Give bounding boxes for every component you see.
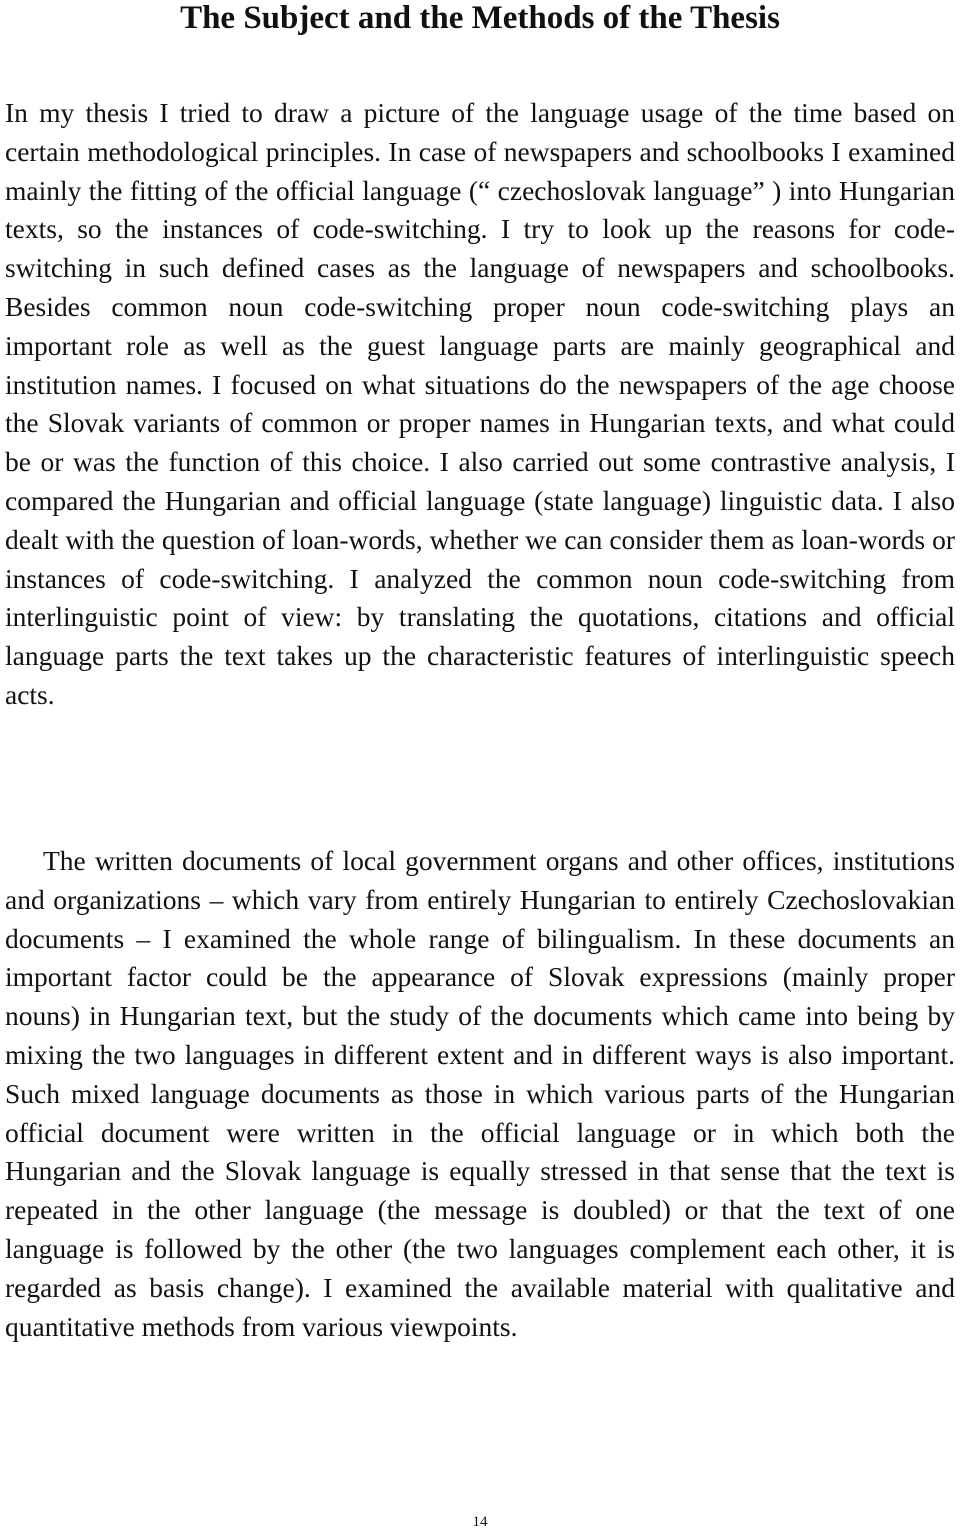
page-title: The Subject and the Methods of the Thesis <box>180 0 780 36</box>
paragraph-documents: The written documents of local government organs and other offices, institutions and organizations – which vary from entirely Hungarian to entirely Czechoslovakian documents – I examined the whole range of bilingualism. In these documents an important factor could be the appearance of Slovak expressions (mainly proper nouns) in Hungarian text, but the study of the documents which came into being by mixing the two languages in different extent and in different ways is also important. Such mixed language documents as those in which various parts of the Hungarian official document were written in the official language or in which both the Hungarian and the Slovak language is equally stressed in that sense that the text is repeated in the other language (the message is doubled) or that the text of one language is followed by the other (the two languages complement each other, it is regarded as basis change). I examined the available material with qualitative and quantitative methods from various viewpoints. <box>5 845 955 1342</box>
page-number: 14 <box>472 1514 488 1530</box>
paragraph-subject: In my thesis I tried to draw a picture of the language usage of the time based on certain methodological principles. In case of newspapers and schoolbooks I examined mainly the fitting of the official language (“ czechoslovak language” ) into Hungarian texts, so the instances of code-switching. I try to look up the reasons for code-switching in such defined cases as the language of newspapers and schoolbooks. Besides common noun code-switching proper noun code-switching plays an important role as well as the guest language parts are mainly geographical and institution names. I focused on what situations do the newspapers of the age choose the Slovak variants of common or proper names in Hungarian texts, and what could be or was the function of this choice. I also carried out some contrastive analysis, I compared the Hungarian and official language (state language) linguistic data. I also dealt with the question of loan-words, whether we can consider them as loan-words or instances of code-switching. I analyzed the common noun code-switching from interlinguistic point of view: by translating the quotations, citations and official language parts the text takes up the characteristic features of interlinguistic speech acts. <box>5 97 955 710</box>
